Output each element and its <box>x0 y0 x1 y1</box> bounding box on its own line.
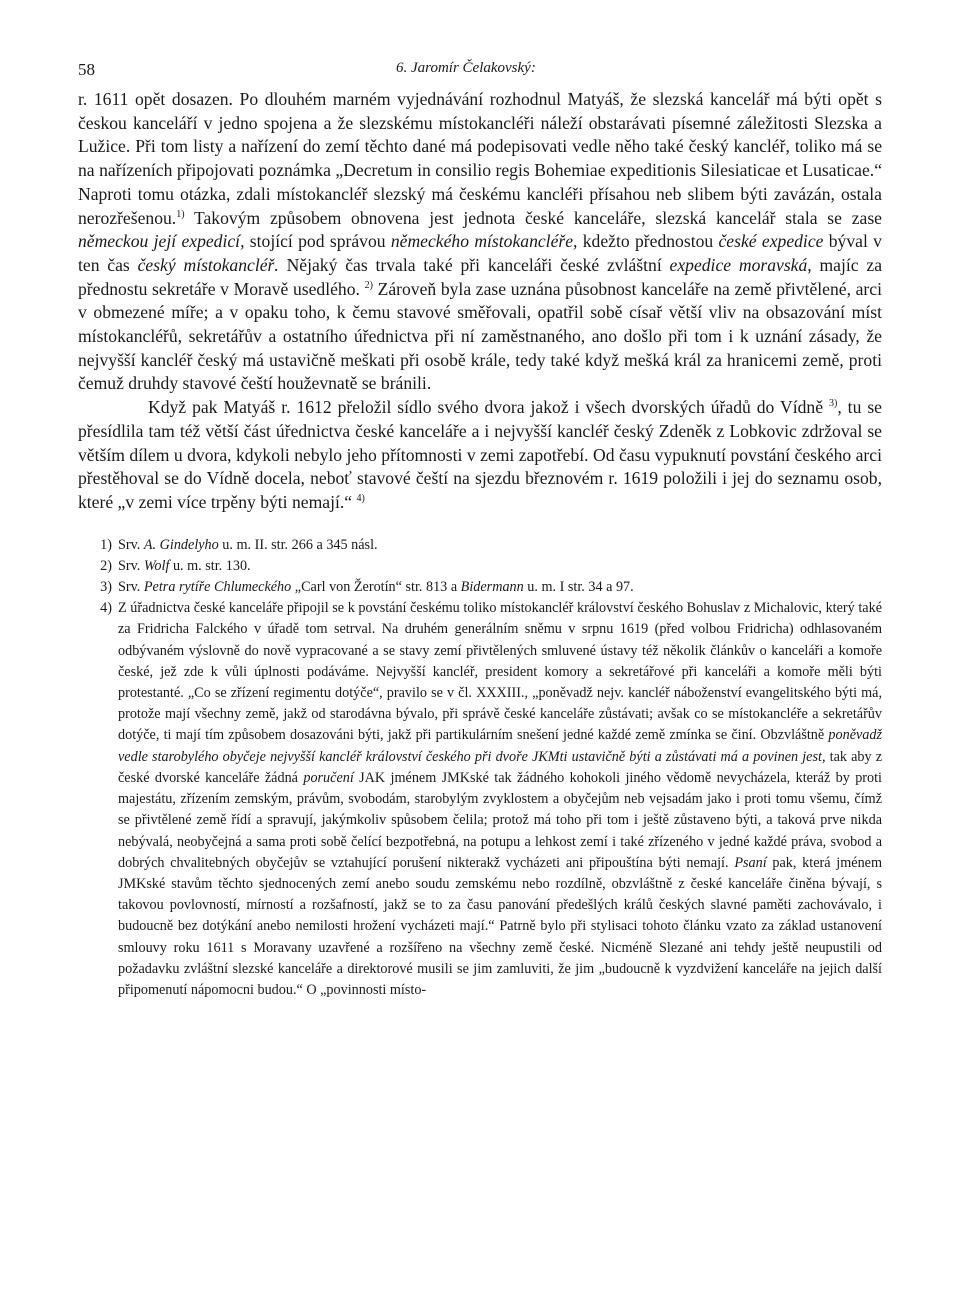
italic-text: německou její expedicí, <box>78 231 245 252</box>
text-segment: Srv. <box>118 536 144 553</box>
text-segment: kdežto přednostou <box>577 231 719 252</box>
footnote-mark: 4) <box>100 600 112 617</box>
text-segment: r. 1611 opět dosazen. Po dlouhém marném vyjednávání rozhodnul Matyáš, že slezská kancelář má býti opět s českou kanceláří v jedno spojena a že slezskému místokancléři náleží obstarávati písemné záležitosti Slezska a Lužice. Při tom listy a nařízení do zemí těchto dané má podepisovati vedle něho také český kancléř, toliko má se na nařízeních připojovati poznámka „Decretum in consilio regis Bohemiae expeditionis Silesiaticae et Lusaticae.“ Naproti tomu otázka, zdali místokancléř slezský má českému kancléři přísahou neb slibem býti zavázán, ostala nerozřešenou. <box>78 89 882 228</box>
footnote-ref-3: 3) <box>828 398 838 410</box>
text-segment: u. m. I str. 34 a 97. <box>523 579 634 596</box>
footnote-mark: 1) <box>100 536 112 553</box>
paragraph-1 <box>78 88 882 396</box>
italic-text: expedice moravská, <box>669 254 812 275</box>
footnote-1 <box>78 535 882 556</box>
text-segment: , tu se přesídlila tam též větší část úřednictva české kanceláře a i nejvyšší kancléř český Zdeněk z Lobkovic zdržoval se větším dílem u dvora, kdykoli nebylo jeho přítomnosti v zemi zapotřebí. Od času vypuknutí povstání českého arci přestěhoval se do Vídně docela, neboť stavové čeští na sjezdu březnovém r. 1619 položili i jej do seznamu osob, které „v zemi více trpěny býti nemají.“ <box>78 397 882 512</box>
text-segment: JAK jménem JMKské tak žádného kohokoli jiného vědomě nevycházela, kteráž by proti majestátu, zřízením zemským, právům, svobodám, starobylým zvyklostem a obyčejům neb vejsadám jako i proti tomu všemu, čímž se přivtělené země řídí a spravují, jakýmkoliv spůsobem čelila; protož má toho při tom i ještě zůstaveno býti, a taková prve nikda nebývalá, neobyčejná a sama proti sobě čelící bezpotřebná, na potupu a lehkost zemí i také zřízeného v jedné každé práva, svobod a dobrých chvalitebných obyčejův se vztahující porušení nikterakž vycházeti ani připouštína býti nemají. <box>118 769 882 871</box>
page-number: 58 <box>78 60 95 79</box>
text-segment: Srv. <box>118 557 144 574</box>
running-head: 6. Jaromír Čelakovský: <box>396 60 536 76</box>
text-segment: Nějaký čas trvala také při kanceláři české zvláštní <box>278 254 670 275</box>
text-segment: stojící pod správou <box>244 231 391 252</box>
text-segment: Když pak Matyáš r. 1612 přeložil sídlo svého dvora jakož i všech dvorských úřadů do Vídně <box>148 397 823 418</box>
italic-text: český místokancléř. <box>137 254 279 275</box>
text-segment: Takovým způsobem obnovena jest jednota české kanceláře, slezská kancelář stala se zase <box>184 207 882 228</box>
italic-text: Wolf <box>143 557 170 574</box>
footnote-mark: 2) <box>100 557 112 574</box>
document-page <box>78 58 882 1001</box>
text-segment: Zároveň byla zase uznána působnost kanceláře na země přivtělené, arci v obmezené míře; a v opaku toho, k čemu stavové směřovali, opatřil sobě císař větší vliv na obsazování míst místokancléřů, sekretářův a ostatního úřednictva při ní zaměstnaného, ano došlo při tom i k uznání zásady, že nejvyšší kancléř český má ustavičně meškati při osobě krále, tedy také když mešká král za hranicemi země, proti čemuž druhdy stavové čeští houževnatě se bránili. <box>78 278 882 394</box>
text-segment: Srv. <box>118 579 144 596</box>
text-segment: pak, která jménem JMKské stavům těchto sjednocených zemí anebo soudu zemskému nebo rozdílně, obzvláštně z české kanceláře činěna bývají, s takovou povlovností, mírností a rozšafností, jakž se to za času panování předešlých králů českých slavné paměti zachovávalo, i budoucně bez dotýkání anebo nemilosti hrožení vycházeti mají.“ Patrně bylo při stylisaci tohoto článku vzato za základ ustanovení smlouvy roku 1611 s Moravany uzavřené a rozšířeno na všechny země české. Nicméně Slezané ani tehdy ještě neupustili od požadavku zvláštní slezské kanceláře a direktorové musili se jim zamluviti, že jim „budoucně k vyzdvižení kanceláře na jejich další připomenutí nápomocni budou.“ O „povinnosti místo- <box>118 854 882 998</box>
text-segment: u. m. str. 130. <box>169 557 251 574</box>
text-segment: tak aby z české dvorské kanceláře žádná <box>118 748 882 786</box>
body-text <box>78 88 882 515</box>
footnote-text <box>118 598 882 1001</box>
footnote-ref-1: 1) <box>176 208 185 220</box>
italic-text: Bidermann <box>460 579 524 596</box>
footnote-2 <box>78 556 882 577</box>
footnote-3 <box>78 577 882 598</box>
italic-text: poručení <box>303 769 354 786</box>
italic-text: A. Gindelyho <box>143 536 219 553</box>
text-segment: u. m. II. str. 266 a 345 násl. <box>218 536 378 553</box>
italic-text: české expedice <box>718 231 824 252</box>
footnote-text <box>118 535 882 556</box>
text-segment: „Carl von Žerotín“ str. 813 a <box>291 579 461 596</box>
footnote-4 <box>78 598 882 1001</box>
italic-text: Petra rytíře Chlumeckého <box>143 579 292 596</box>
footnote-text <box>118 577 882 598</box>
italic-text: poněvadž vedle starobylého obyčeje nejvyšší kancléř království českého při dvoře JKMti ustavičně býti a zůstávati má a povinen jest, <box>118 727 882 765</box>
footnote-ref-2: 2) <box>364 279 373 291</box>
text-segment: majíc za přednostu sekretáře v Moravě usedlého. <box>78 254 883 299</box>
paragraph-2 <box>78 396 882 515</box>
text-segment: býval v ten čas <box>78 231 882 275</box>
footnote-ref-4: 4) <box>356 493 365 505</box>
text-segment: Z úřadnictva české kanceláře připojil se k povstání českému toliko místokancléř království českého Bohuslav z Michalovic, který také za Fridricha Falckého v úřadě tom setrval. Na druhém generálním sněmu v srpnu 1619 (před volbou Fridricha) odhlasovaném odbývaném výslovně do nově vypracované a se stavy zemí přivtělených smluvené ústavy též několik článkův o kanceláři a komoře české, jež zde k vůli úplnosti podáváme. Nejvyšší kancléř, president komory a sekretářové při kanceláři a komoře měli býti protestanté. „Co se zřízení regimentu dotýče“, pravilo se v čl. XXXIII., „poněvadž nejv. kancléř náboženství evangelitského býti má, protože mají všechny země, jakž od starodávna bývalo, při správě české kanceláře zůstávati; avšak co se místokancléře a sekretářův dotýče, ti mají tím způsobem dosazováni býti, jakž při partikulárním snešení jedné každé země zmínka se činí. Obzvláštně <box>118 600 882 744</box>
italic-text: německého místokancléře, <box>390 231 578 252</box>
footnote-mark: 3) <box>100 579 112 596</box>
page-header <box>78 58 882 88</box>
footnote-text <box>118 556 882 577</box>
footnotes <box>78 535 882 1001</box>
italic-text: Psaní <box>734 854 767 871</box>
